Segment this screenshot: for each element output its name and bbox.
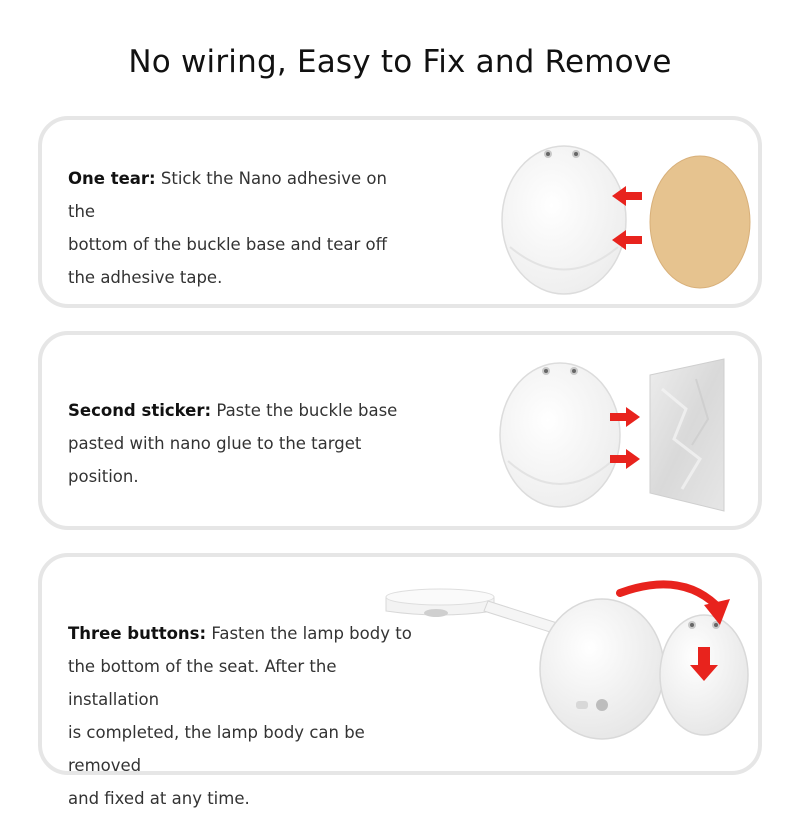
illustration-lamp-mount — [380, 569, 760, 769]
step-card-three-buttons — [38, 553, 762, 808]
lamp-body-icon — [386, 589, 664, 739]
step-text-line: bottom of the buckle base and tear off — [68, 235, 388, 254]
step-text-line: the bottom of the seat. After the installation — [68, 657, 337, 709]
step-text-line: Stick the Nano adhesive on the — [68, 169, 387, 221]
wall-surface-icon — [650, 359, 724, 511]
step-text-line: pasted with nano glue to the target position. — [68, 434, 362, 486]
step-description — [68, 162, 408, 294]
step-description — [68, 617, 428, 815]
step-text-line: the adhesive tape. — [68, 268, 223, 287]
buckle-base-icon — [500, 363, 620, 507]
step-label: Second sticker: — [68, 401, 212, 420]
step-description — [68, 394, 428, 493]
step-text-line: Fasten the lamp body to — [206, 624, 412, 643]
nano-adhesive-pad-icon — [650, 156, 750, 288]
step-text-line: is completed, the lamp body can be removed — [68, 723, 365, 775]
step-card-one-tear — [38, 116, 762, 308]
buckle-base-icon — [502, 146, 626, 294]
step-label: One tear: — [68, 169, 156, 188]
illustration-adhesive — [482, 132, 752, 302]
step-label: Three buttons: — [68, 624, 207, 643]
illustration-wall-paste — [486, 349, 756, 519]
step-text-line: and fixed at any time. — [68, 789, 250, 808]
page-title: No wiring, Easy to Fix and Remove — [128, 44, 672, 80]
step-text-line: Paste the buckle base — [211, 401, 398, 420]
step-card-second-sticker — [38, 331, 762, 530]
